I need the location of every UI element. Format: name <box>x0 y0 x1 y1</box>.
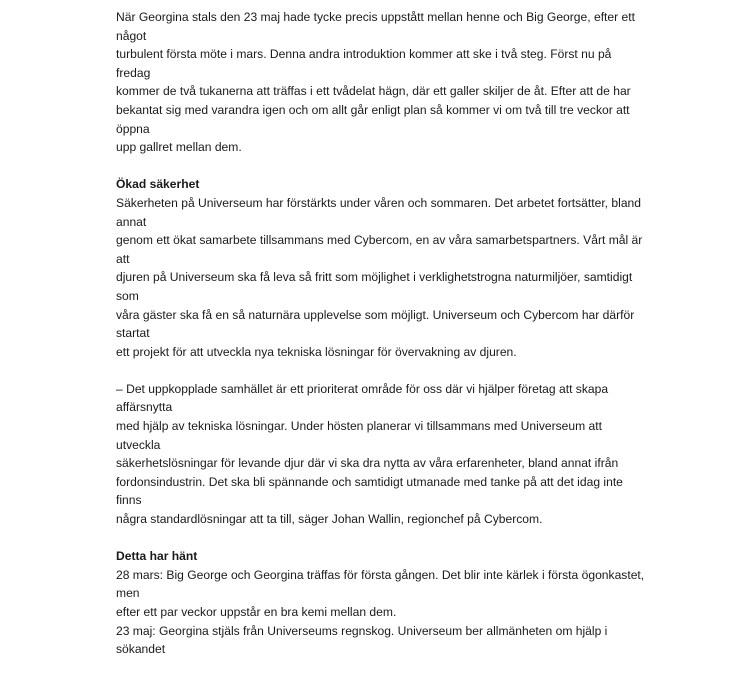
events-section <box>116 547 646 659</box>
quote-paragraph: – Det uppkopplade samhället är ett prioriterat område för oss där vi hjälper företag att skapa affärsnytta med hjälp av tekniska lösningar. Under hösten planerar vi tillsammans med Universeum att utveckla säkerhetslösningar för levande djur där vi ska dra nytta av våra erfarenheter, bland annat ifrån fordonsindustrin. Det ska bli spännande och samtidigt utmanade med tanke på att det idag inte finns några standardlösningar att ta till, säger Johan Wallin, regionchef på Cybercom. <box>116 381 623 527</box>
safety-body: Säkerheten på Universeum har förstärkts under våren och sommaren. Det arbetet fortsätter, bland annat genom ett ökat samarbete tillsammans med Cybercom, en av våra samarbetspartners. Vårt mål är att djuren på Universeum ska få leva så fritt som möjlighet i verklighetstrogna naturmiljöer, samtidigt som våra gäster ska få en så naturnära upplevelse som möjligt. Universeum och Cybercom har därför startat ett projekt för att utveckla nya tekniska lösningar för övervakning av djuren. <box>116 195 643 359</box>
timeline-item: 28 mars: Big George och Georgina träffas för första gången. Det blir inte kärlek i första ögonkastet, men efter ett par veckor uppstår en bra kemi mellan dem. <box>116 567 645 619</box>
intro-paragraph: När Georgina stals den 23 maj hade tycke precis uppstått mellan henne och Big George, efter ett något turbulent första möte i mars. Denna andra introduktion kommer att ske i två steg. Först nu på fredag kommer de två tukanerna att träffas i ett tvådelat hägn, där ett galler skiljer de åt. Efter att de har bekantat sig med varandra igen och om allt går enligt plan så kommer vi om två till tre veckor att öppna upp gallret mellan dem. <box>116 10 635 155</box>
events-heading: Detta har hänt <box>116 549 198 564</box>
timeline-item: 23 maj: Georgina stjäls från Universeums regnskog. Universeum ber allmänheten om hjälp i sökandet <box>116 623 608 657</box>
safety-section <box>116 175 646 361</box>
safety-heading: Ökad säkerhet <box>116 177 200 192</box>
document-page <box>116 8 646 677</box>
